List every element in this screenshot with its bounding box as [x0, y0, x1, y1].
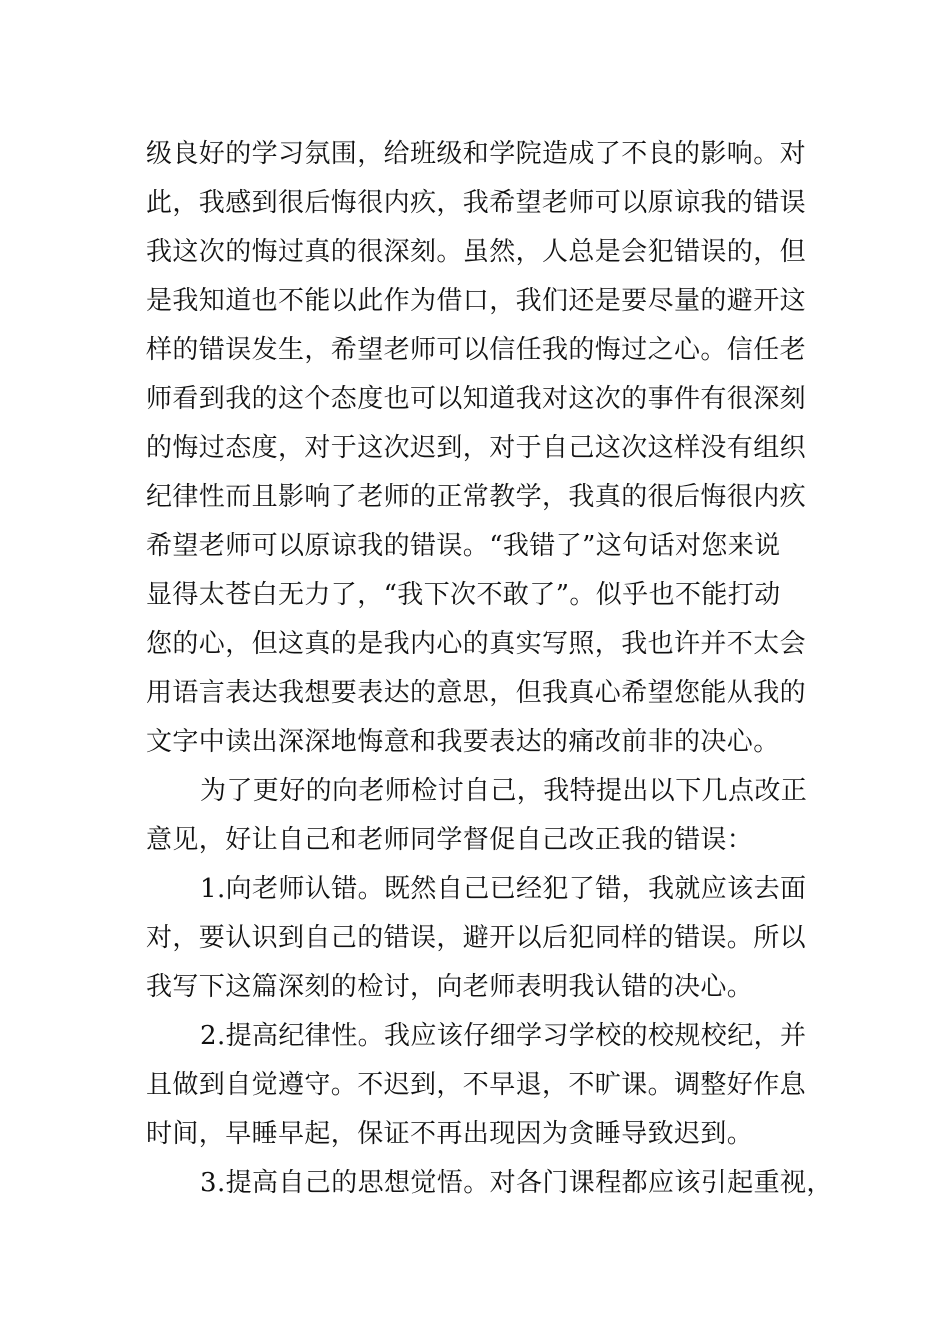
text-line: 是我知道也不能以此作为借口，我们还是要尽量的避开这 [146, 286, 807, 316]
list-item-1-start: 1.向老师认错。既然自己已经犯了错，我就应该去面 [200, 874, 807, 904]
text-line: 且做到自觉遵守。不迟到，不早退，不旷课。调整好作息 [146, 1070, 807, 1100]
text-line: 用语言表达我想要表达的意思，但我真心希望您能从我的 [146, 678, 807, 708]
list-item-3-start: 3.提高自己的思想觉悟。对各门课程都应该引起重视， [200, 1168, 833, 1198]
text-line: 时间，早睡早起，保证不再出现因为贪睡导致迟到。 [146, 1119, 754, 1149]
paragraph-start-line: 为了更好的向老师检讨自己，我特提出以下几点改正 [200, 776, 808, 806]
text-line: 我这次的悔过真的很深刻。虽然，人总是会犯错误的，但 [146, 237, 807, 267]
document-body [146, 130, 833, 1208]
text-line: 文字中读出深深地悔意和我要表达的痛改前非的决心。 [146, 727, 780, 757]
text-line: 对，要认识到自己的错误，避开以后犯同样的错误。所以 [146, 923, 807, 953]
text-line: 样的错误发生，希望老师可以信任我的悔过之心。信任老 [146, 335, 807, 365]
text-line: 此，我感到很后悔很内疚，我希望老师可以原谅我的错误 [146, 188, 807, 218]
text-line: 纪律性而且影响了老师的正常教学，我真的很后悔很内疚 [146, 482, 807, 512]
text-line: 级良好的学习氛围，给班级和学院造成了不良的影响。对 [146, 139, 807, 169]
text-line: 显得太苍白无力了，“我下次不敢了”。似乎也不能打动 [146, 580, 781, 610]
text-line: 我写下这篇深刻的检讨，向老师表明我认错的决心。 [146, 972, 754, 1002]
text-line: 的悔过态度，对于这次迟到，对于自己这次这样没有组织 [146, 433, 807, 463]
list-item-2-start: 2.提高纪律性。我应该仔细学习学校的校规校纪，并 [200, 1021, 807, 1051]
text-line: 意见，好让自己和老师同学督促自己改正我的错误： [146, 825, 754, 855]
text-line: 师看到我的这个态度也可以知道我对这次的事件有很深刻 [146, 384, 807, 414]
text-line: 希望老师可以原谅我的错误。“我错了”这句话对您来说 [146, 531, 781, 561]
text-line: 您的心，但这真的是我内心的真实写照，我也许并不太会 [146, 629, 807, 659]
